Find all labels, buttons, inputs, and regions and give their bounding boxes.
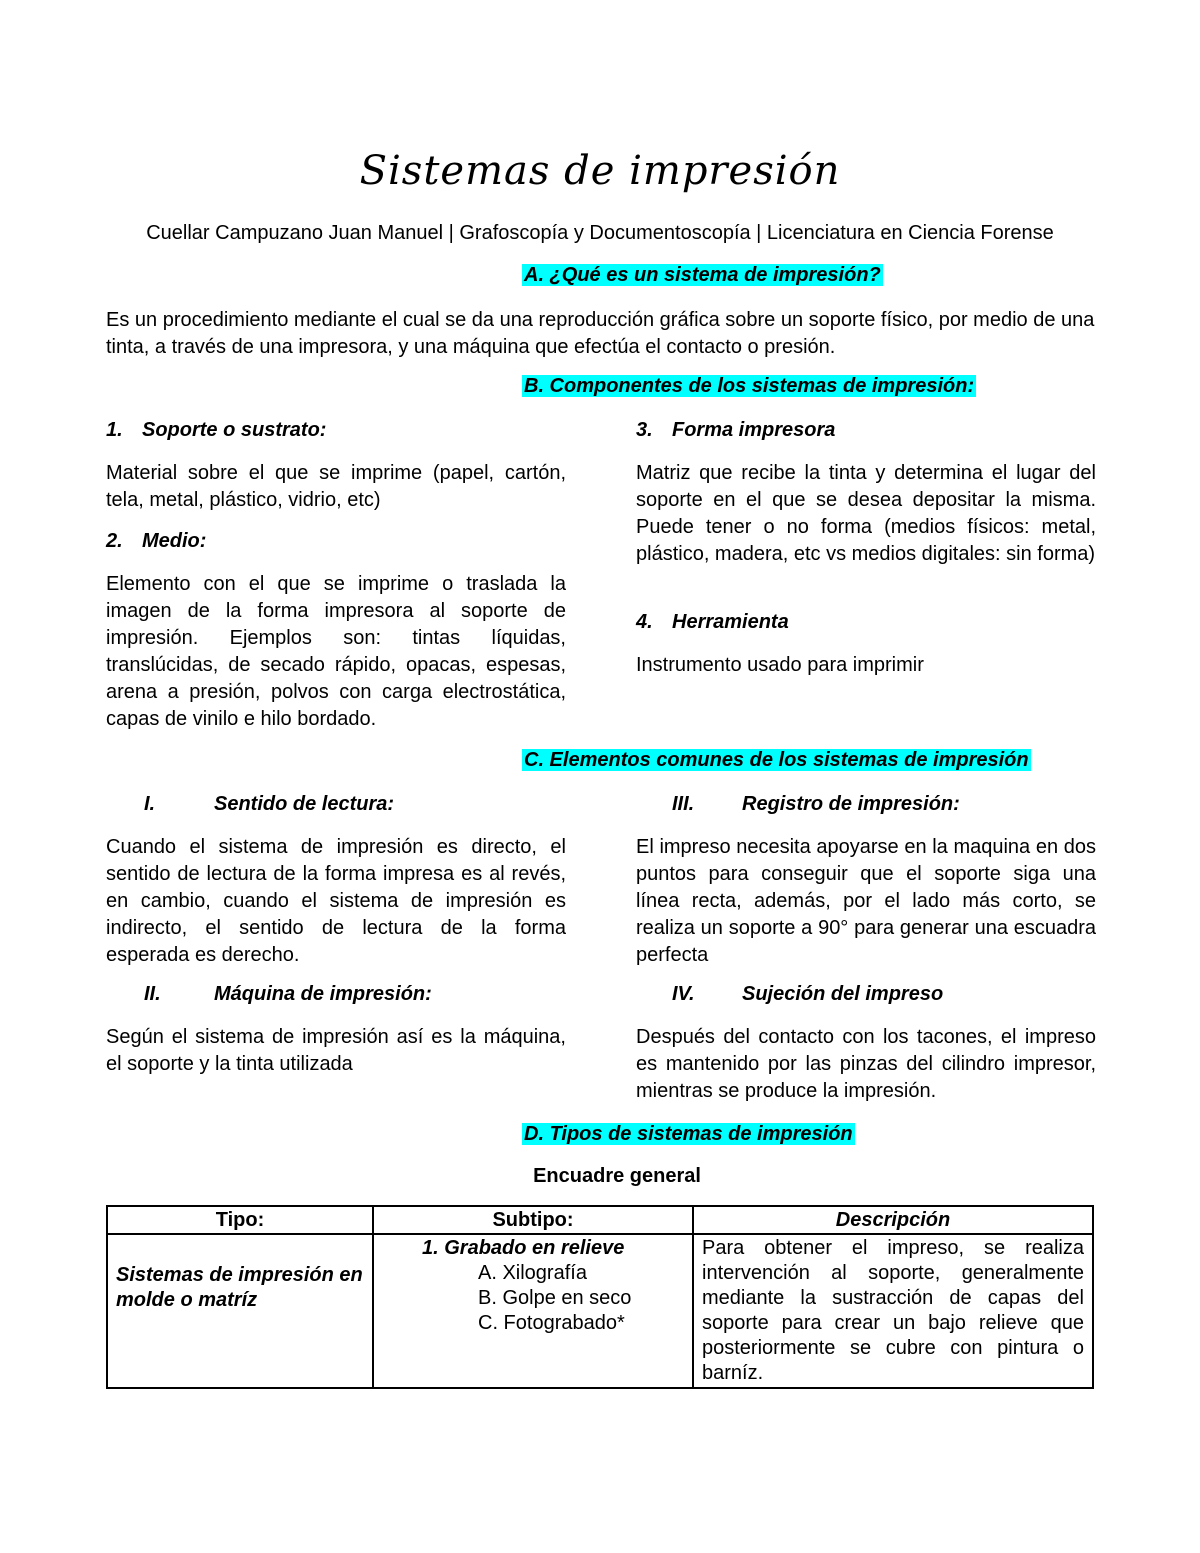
author-line: Cuellar Campuzano Juan Manuel | Grafoscopía y Documentoscopía | Licenciatura en Ciencia Forense (146, 222, 1054, 244)
table-header-row (107, 1206, 1093, 1234)
types-table (106, 1205, 1094, 1389)
cell-descripcion: Para obtener el impreso, se realiza intervención al soporte, generalmente mediante la sustracción de capas del soporte para crear un bajo relieve que posteriormente se cubre con pintura o barníz. (693, 1234, 1093, 1388)
table-title: Encuadre general (533, 1165, 701, 1187)
element-1-heading: I. Sentido de lectura: (144, 793, 395, 815)
cell-subtipo (373, 1234, 693, 1388)
header-subtipo: Subtipo: (373, 1206, 693, 1234)
subtipo-main: 1. Grabado en relieve (422, 1237, 625, 1259)
component-2-text: Elemento con el que se imprime o traslada la imagen de la forma impresora al soporte de impresión. Ejemplos son: tintas líquidas, translúcidas, de secado rápido, opacas, espesas, arena a presión, polvos con carga electrostática, capas de vinilo e hilo bordado. (106, 573, 566, 730)
section-b-heading: B. Componentes de los sistemas de impresión: (524, 375, 975, 397)
subtipo-item: A. Xilografía (478, 1262, 587, 1284)
component-3-heading: 3. Forma impresora (636, 419, 836, 441)
section-d-heading: D. Tipos de sistemas de impresión (524, 1123, 853, 1145)
component-1-text: Material sobre el que se imprime (papel, cartón, tela, metal, plástico, vidrio, etc) (106, 462, 566, 511)
section-c-heading: C. Elementos comunes de los sistemas de impresión (524, 749, 1029, 771)
element-4-text: Después del contacto con los tacones, el impreso es mantenido por las pinzas del cilindro impresor, mientras se produce la impresión. (636, 1026, 1096, 1102)
subtipo-item: C. Fotograbado* (478, 1312, 625, 1334)
element-2-text: Según el sistema de impresión así es la máquina, el soporte y la tinta utilizada (106, 1026, 566, 1075)
element-1-text: Cuando el sistema de impresión es directo, el sentido de lectura de la forma impresa es al revés, en cambio, cuando el sistema de impresión es indirecto, el sentido de lectura de la forma esperada es derecho. (106, 836, 566, 966)
element-2-heading: II. Máquina de impresión: (144, 983, 432, 1005)
element-3-text: El impreso necesita apoyarse en la maquina en dos puntos para conseguir que el soporte siga una línea recta, además, por el lado más corto, se realiza un soporte a 90° para generar una escuadra perfecta (636, 836, 1096, 966)
element-4-heading: IV. Sujeción del impreso (672, 983, 944, 1005)
component-4-heading: 4. Herramienta (636, 611, 789, 633)
element-3-heading: III. Registro de impresión: (672, 793, 960, 815)
component-2-heading: 2. Medio: (106, 530, 207, 552)
component-4-text: Instrumento usado para imprimir (636, 654, 924, 676)
cell-tipo: Sistemas de impresión en molde o matríz (107, 1234, 373, 1388)
header-descripcion: Descripción (693, 1206, 1093, 1234)
page-title: Sistemas de impresión (359, 148, 841, 194)
table-row (107, 1234, 1093, 1388)
subtipo-item: B. Golpe en seco (478, 1287, 632, 1309)
section-a-text: Es un procedimiento mediante el cual se da una reproducción gráfica sobre un soporte físico, por medio de una tinta, a través de una impresora, y una máquina que efectúa el contacto o presión. (106, 309, 1095, 358)
section-a-heading: A. ¿Qué es un sistema de impresión? (524, 264, 881, 286)
component-1-heading: 1. Soporte o sustrato: (106, 419, 327, 441)
header-tipo: Tipo: (107, 1206, 373, 1234)
component-3-text: Matriz que recibe la tinta y determina el lugar del soporte en el que se desea depositar la misma. Puede tener o no forma (medios físicos: metal, plástico, madera, etc vs medios digitales: sin forma) (636, 462, 1096, 565)
